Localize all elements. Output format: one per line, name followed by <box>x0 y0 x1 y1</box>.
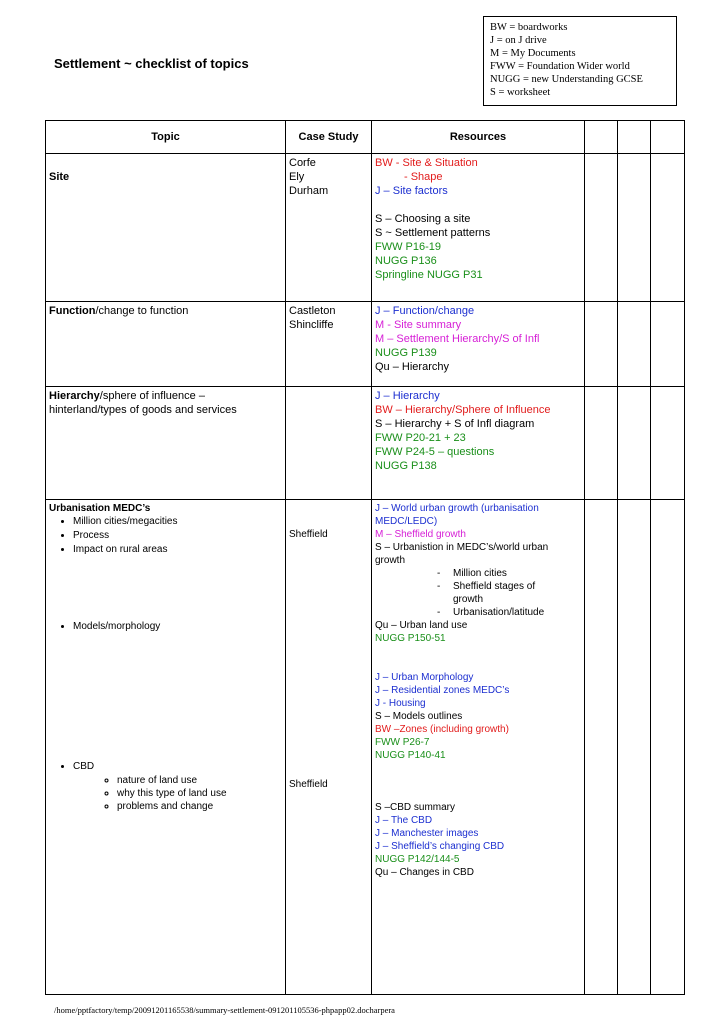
topic-cell <box>46 387 286 500</box>
legend-item: S = worksheet <box>490 87 551 98</box>
resource-item: J – The CBD <box>375 815 433 826</box>
resource-item: Qu – Changes in CBD <box>375 867 474 878</box>
case-study: Sheffield <box>289 529 328 540</box>
resource-item: BW – Hierarchy/Sphere of Influence <box>375 404 551 416</box>
resource-item: S ~ Settlement patterns <box>375 227 491 239</box>
dash-item: Urbanisation/latitude <box>453 607 545 618</box>
topic-hierarchy: Hierarchy <box>49 390 100 402</box>
check-cell[interactable] <box>618 154 651 302</box>
resources-header: Resources <box>372 121 585 154</box>
resource-item: J – Manchester images <box>375 828 479 839</box>
resource-item: MEDC/LEDC) <box>375 516 438 527</box>
resource-item: FWW P26-7 <box>375 737 430 748</box>
case-cell <box>286 500 372 995</box>
case-cell <box>286 154 372 302</box>
table-row <box>46 387 685 500</box>
sub-bullet-item: ◦ why this type of land use <box>117 787 282 800</box>
resource-item: S – Models outlines <box>375 711 463 722</box>
resource-item: J – Site factors <box>375 185 448 197</box>
case-study: Sheffield <box>289 779 328 790</box>
dash-bullet: - <box>437 607 441 618</box>
resource-item: J – Hierarchy <box>375 390 440 402</box>
table-header-row <box>46 121 685 154</box>
bullet-item-cbd: • CBD <box>73 760 282 774</box>
check-cell[interactable] <box>585 387 618 500</box>
resource-item: NUGG P138 <box>375 460 437 472</box>
resource-item: M – Settlement Hierarchy/S of Infl <box>375 333 540 345</box>
table-row <box>46 500 685 995</box>
resource-item: S – Choosing a site <box>375 213 471 225</box>
table-row <box>46 302 685 387</box>
bullet-item: • Process <box>73 529 282 543</box>
resource-item: S –CBD summary <box>375 802 456 813</box>
check-cell[interactable] <box>618 302 651 387</box>
case-study: Castleton <box>289 305 336 317</box>
resources-cell <box>372 500 585 995</box>
resource-item: NUGG P140-41 <box>375 750 446 761</box>
resource-item: Springline NUGG P31 <box>375 269 483 281</box>
resource-item: J – Function/change <box>375 305 475 317</box>
resource-item: NUGG P150-51 <box>375 633 446 644</box>
topic-urbanisation: Urbanisation MEDC’s <box>49 503 151 514</box>
resource-item: Qu – Hierarchy <box>375 361 449 373</box>
check-cell[interactable] <box>585 500 618 995</box>
resource-item: S – Hierarchy + S of Infl diagram <box>375 418 535 430</box>
check-cell[interactable] <box>651 500 685 995</box>
case-study: Corfe <box>289 157 316 169</box>
case-cell <box>286 302 372 387</box>
case-cell <box>286 387 372 500</box>
sub-bullet-item: ◦ nature of land use <box>117 774 282 787</box>
topic-header: Topic <box>46 121 286 154</box>
topic-hierarchy-line2: hinterland/types of goods and services <box>49 404 237 416</box>
resource-item: NUGG P136 <box>375 255 437 267</box>
case-study: Shincliffe <box>289 319 334 331</box>
dash-bullet: - <box>437 568 441 579</box>
resource-item: M - Site summary <box>375 319 462 331</box>
resources-cell <box>372 302 585 387</box>
resource-item: J – Urban Morphology <box>375 672 474 683</box>
topic-cell <box>46 500 286 995</box>
dash-item: Million cities <box>453 568 507 579</box>
resources-cell <box>372 154 585 302</box>
check-column-header <box>651 121 685 154</box>
legend-box <box>483 16 677 106</box>
check-column-header <box>585 121 618 154</box>
check-cell[interactable] <box>651 154 685 302</box>
resource-item: BW - Site & Situation <box>375 157 478 169</box>
resource-item: S – Urbanistion in MEDC’s/world urban <box>375 542 549 553</box>
legend-item: FWW = Foundation Wider world <box>490 61 630 72</box>
topic-cell <box>46 302 286 387</box>
check-column-header <box>618 121 651 154</box>
topic-hierarchy-rest: /sphere of influence – <box>99 390 205 402</box>
resource-item: NUGG P142/144-5 <box>375 854 460 865</box>
resource-item: growth <box>375 555 406 566</box>
legend-item: J = on J drive <box>490 35 547 46</box>
resource-item: NUGG P139 <box>375 347 437 359</box>
case-study-header: Case Study <box>286 121 372 154</box>
bullet-item: • Impact on rural areas <box>73 543 282 557</box>
check-cell[interactable] <box>651 387 685 500</box>
legend-item: BW = boardworks <box>490 22 568 33</box>
sub-bullet-item: ◦ problems and change <box>117 800 282 813</box>
topic-function: Function <box>49 305 96 317</box>
check-cell[interactable] <box>585 154 618 302</box>
topics-table <box>45 120 685 995</box>
resource-item: FWW P16-19 <box>375 241 442 253</box>
legend-item: M = My Documents <box>490 48 576 59</box>
check-cell[interactable] <box>618 387 651 500</box>
topic-function-rest: /change to function <box>95 305 189 317</box>
page-title: Settlement ~ checklist of topics <box>54 56 249 71</box>
resources-cell <box>372 387 585 500</box>
resource-item: J – Residential zones MEDC’s <box>375 685 510 696</box>
bullet-item-models: • Models/morphology <box>73 620 282 634</box>
resource-item: Qu – Urban land use <box>375 620 468 631</box>
resource-item: FWW P24-5 – questions <box>375 446 495 458</box>
topic-cell <box>46 154 286 302</box>
check-cell[interactable] <box>651 302 685 387</box>
legend-item: NUGG = new Understanding GCSE <box>490 74 643 85</box>
check-cell[interactable] <box>618 500 651 995</box>
resource-item: - Shape <box>404 171 443 183</box>
resource-item: J - Housing <box>375 698 426 709</box>
resource-item: M – Sheffield growth <box>375 529 466 540</box>
dash-item: Sheffield stages of <box>453 581 536 592</box>
dash-item-continued: growth <box>453 594 484 605</box>
check-cell[interactable] <box>585 302 618 387</box>
resource-item: J – Sheffield’s changing CBD <box>375 841 505 852</box>
topic-site: Site <box>49 171 70 183</box>
dash-bullet: - <box>437 581 441 592</box>
resource-item: FWW P20-21 + 23 <box>375 432 466 444</box>
case-study: Durham <box>289 185 329 197</box>
table-row <box>46 154 685 302</box>
resource-item: J – World urban growth (urbanisation <box>375 503 539 514</box>
file-path-footer: /home/pptfactory/temp/20091201165538/summary-settlement-091201105536-phpapp02.docharpera <box>54 1005 395 1015</box>
bullet-item: • Million cities/megacities <box>73 515 282 529</box>
resource-item: BW –Zones (including growth) <box>375 724 509 735</box>
case-study: Ely <box>289 171 305 183</box>
